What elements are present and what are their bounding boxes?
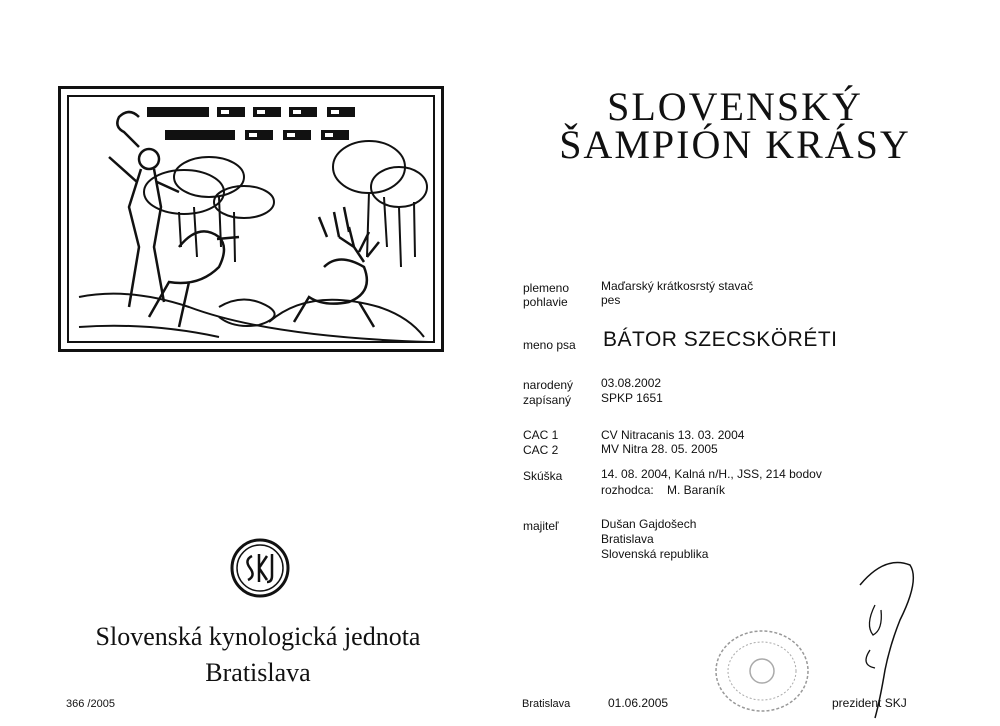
certificate-number: 366 /2005 — [66, 698, 115, 710]
dog-name-label: meno psa — [523, 338, 576, 352]
dog-name-value: BÁTOR SZECSKÖRÉTI — [603, 328, 838, 351]
skj-logo — [230, 538, 290, 598]
hunting-scene-illustration — [58, 86, 444, 352]
cac2-label: CAC 2 — [523, 443, 559, 457]
cac1-value: CV Nitracanis 13. 03. 2004 — [601, 428, 745, 442]
owner-city: Bratislava — [601, 532, 654, 546]
illustration-inner-frame — [67, 95, 435, 343]
organization-city: Bratislava — [205, 658, 311, 687]
owner-label: majiteľ — [523, 519, 559, 533]
owner-name: Dušan Gajdošech — [601, 517, 697, 531]
owner-country: Slovenská republika — [601, 547, 709, 561]
sex-label: pohlavie — [523, 295, 568, 309]
issue-date: 01.06.2005 — [608, 696, 669, 710]
official-stamp — [712, 628, 812, 714]
handwritten-signature — [845, 550, 925, 720]
stamp-icon — [712, 628, 812, 714]
birth-label: narodený — [523, 378, 574, 392]
cac1-label: CAC 1 — [523, 428, 559, 442]
certificate-title-line2: ŠAMPIÓN KRÁSY — [559, 122, 911, 167]
issue-place: Bratislava — [522, 698, 571, 710]
birth-value: 03.08.2002 — [601, 376, 662, 390]
woodcut-hunting-scene-icon — [69, 97, 435, 343]
exam-label: Skúška — [523, 469, 563, 483]
skj-logo-icon — [230, 538, 290, 598]
registered-value: SPKP 1651 — [601, 391, 663, 405]
cac2-value: MV Nitra 28. 05. 2005 — [601, 442, 718, 456]
registered-label: zapísaný — [523, 393, 572, 407]
breed-label: plemeno — [523, 281, 570, 295]
signatory-title: prezident SKJ — [832, 696, 907, 710]
judge-value: M. Baraník — [667, 483, 726, 497]
signature-icon — [845, 550, 925, 720]
certificate-title-line1: SLOVENSKÝ — [607, 84, 863, 129]
judge-label: rozhodca: — [601, 483, 654, 497]
exam-value: 14. 08. 2004, Kalná n/H., JSS, 214 bodov — [601, 467, 822, 481]
organization-name: Slovenská kynologická jednota — [95, 622, 421, 651]
breed-value: Maďarský krátkosrstý stavač — [601, 279, 754, 293]
sex-value: pes — [601, 293, 621, 307]
